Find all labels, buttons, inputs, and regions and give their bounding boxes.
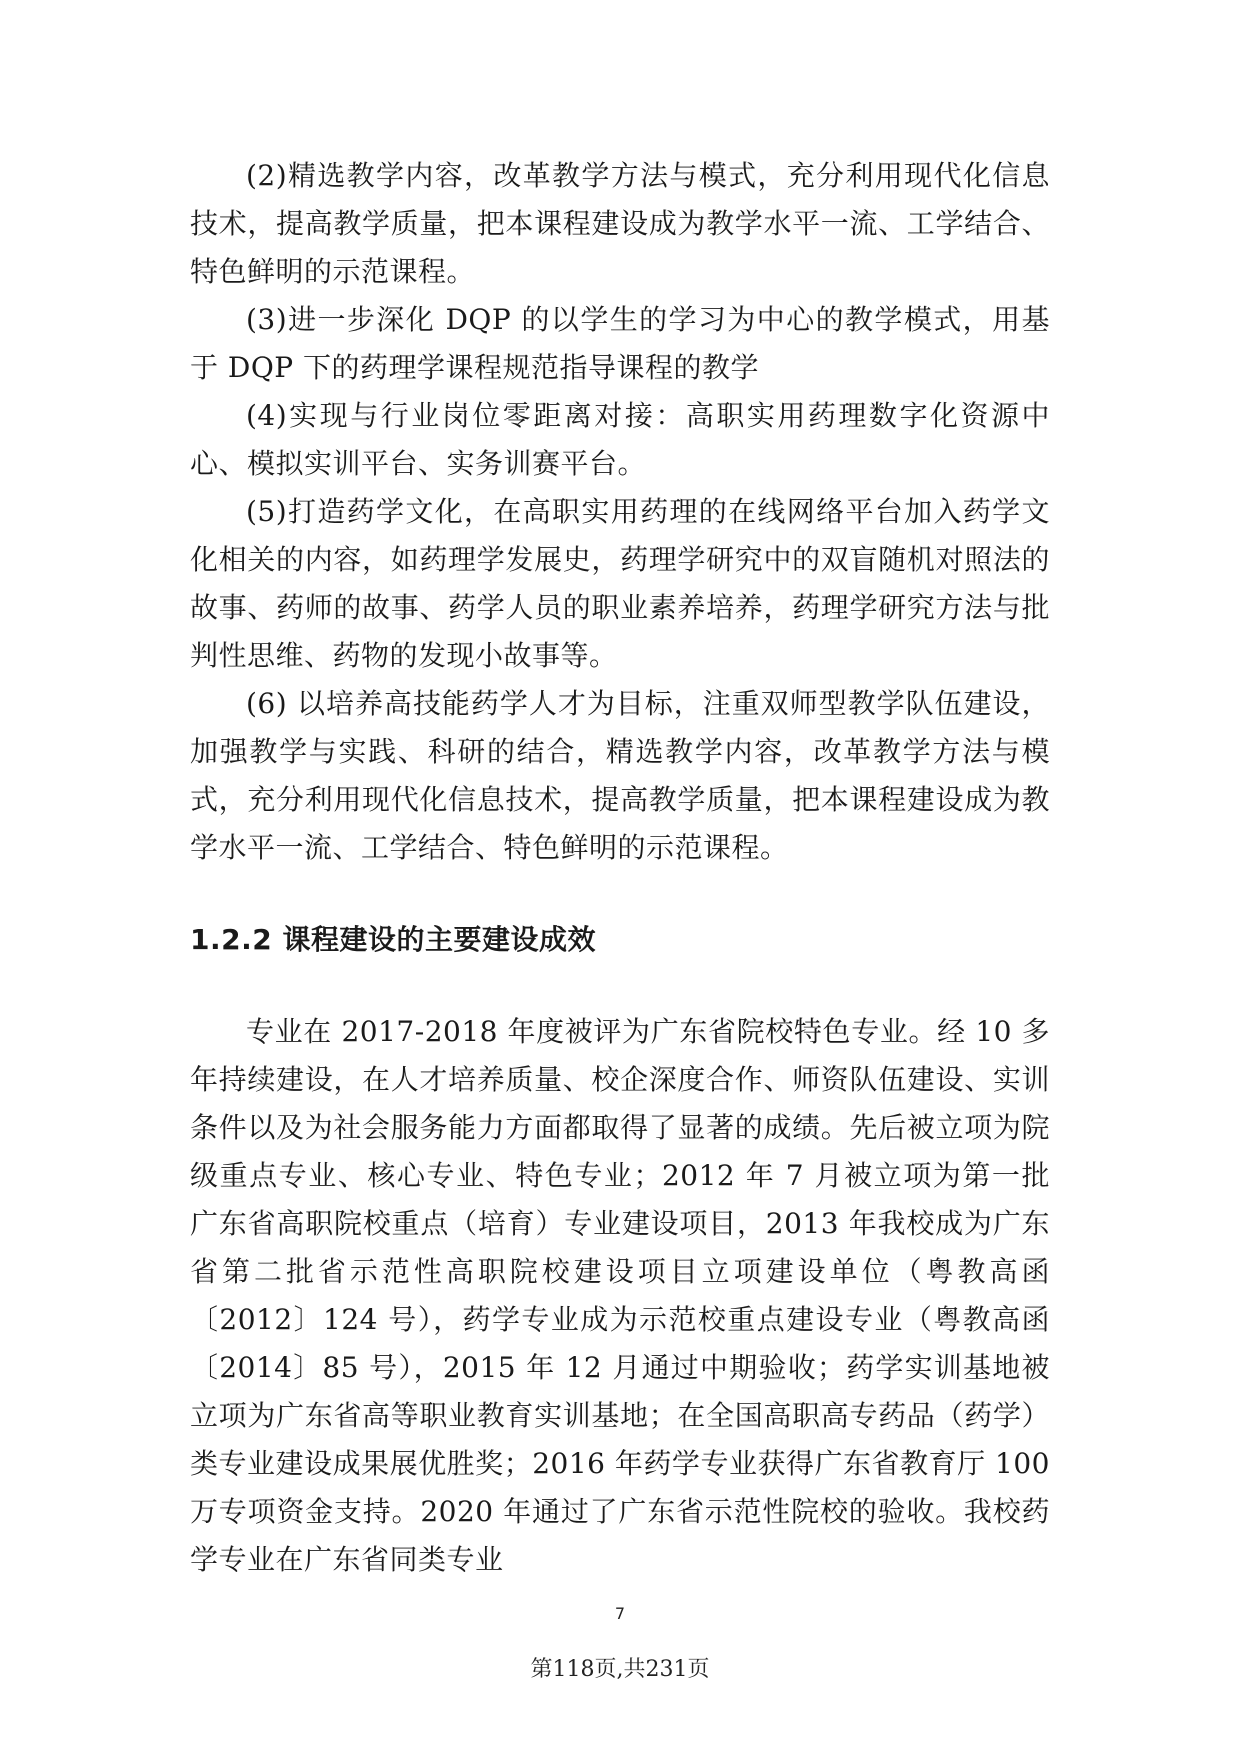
paragraph-item-4: (4)实现与行业岗位零距离对接：高职实用药理数字化资源中心、模拟实训平台、实务训赛平台。	[190, 399, 1050, 480]
page-number: 7	[614, 1604, 626, 1623]
paragraph-item-2: (2)精选教学内容，改革教学方法与模式，充分利用现代化信息技术，提高教学质量，把本课程建设成为教学水平一流、工学结合、特色鲜明的示范课程。	[190, 159, 1050, 288]
section-paragraph: 专业在 2017-2018 年度被评为广东省院校特色专业。经 10 多年持续建设，在人才培养质量、校企深度合作、师资队伍建设、实训条件以及为社会服务能力方面都取得了显著的成绩。先后被立项为院级重点专业、核心专业、特色专业；2012 年 7 月被立项为第一批广东省高职院校重点（培育）专业建设项目，2013 年我校成为广东省第二批省示范性高职院校建设项目立项建设单位（粤教高函〔2012〕124 号），药学专业成为示范校重点建设专业（粤教高函〔2014〕85 号），2015 年 12 月通过中期验收；药学实训基地被立项为广东省高等职业教育实训基地；在全国高职高专药品（药学）类专业建设成果展优胜奖；2016 年药学专业获得广东省教育厅 100 万专项资金支持。2020 年通过了广东省示范性院校的验收。我校药学专业在广东省同类专业	[190, 1015, 1050, 1576]
paragraph-item-3: (3)进一步深化 DQP 的以学生的学习为中心的教学模式，用基于 DQP 下的药理学课程规范指导课程的教学	[190, 303, 1050, 384]
paragraph-item-5: (5)打造药学文化，在高职实用药理的在线网络平台加入药学文化相关的内容，如药理学发展史，药理学研究中的双盲随机对照法的故事、药师的故事、药学人员的职业素养培养，药理学研究方法与批判性思维、药物的发现小故事等。	[190, 495, 1050, 672]
section-heading: 1.2.2 课程建设的主要建设成效	[190, 923, 596, 956]
paragraph-item-6: (6) 以培养高技能药学人才为目标，注重双师型教学队伍建设，加强教学与实践、科研的结合，精选教学内容，改革教学方法与模式，充分利用现代化信息技术，提高教学质量，把本课程建设成为教学水平一流、工学结合、特色鲜明的示范课程。	[190, 687, 1050, 864]
page-footer: 第118页,共231页	[530, 1657, 710, 1682]
document-body	[190, 152, 1050, 1584]
